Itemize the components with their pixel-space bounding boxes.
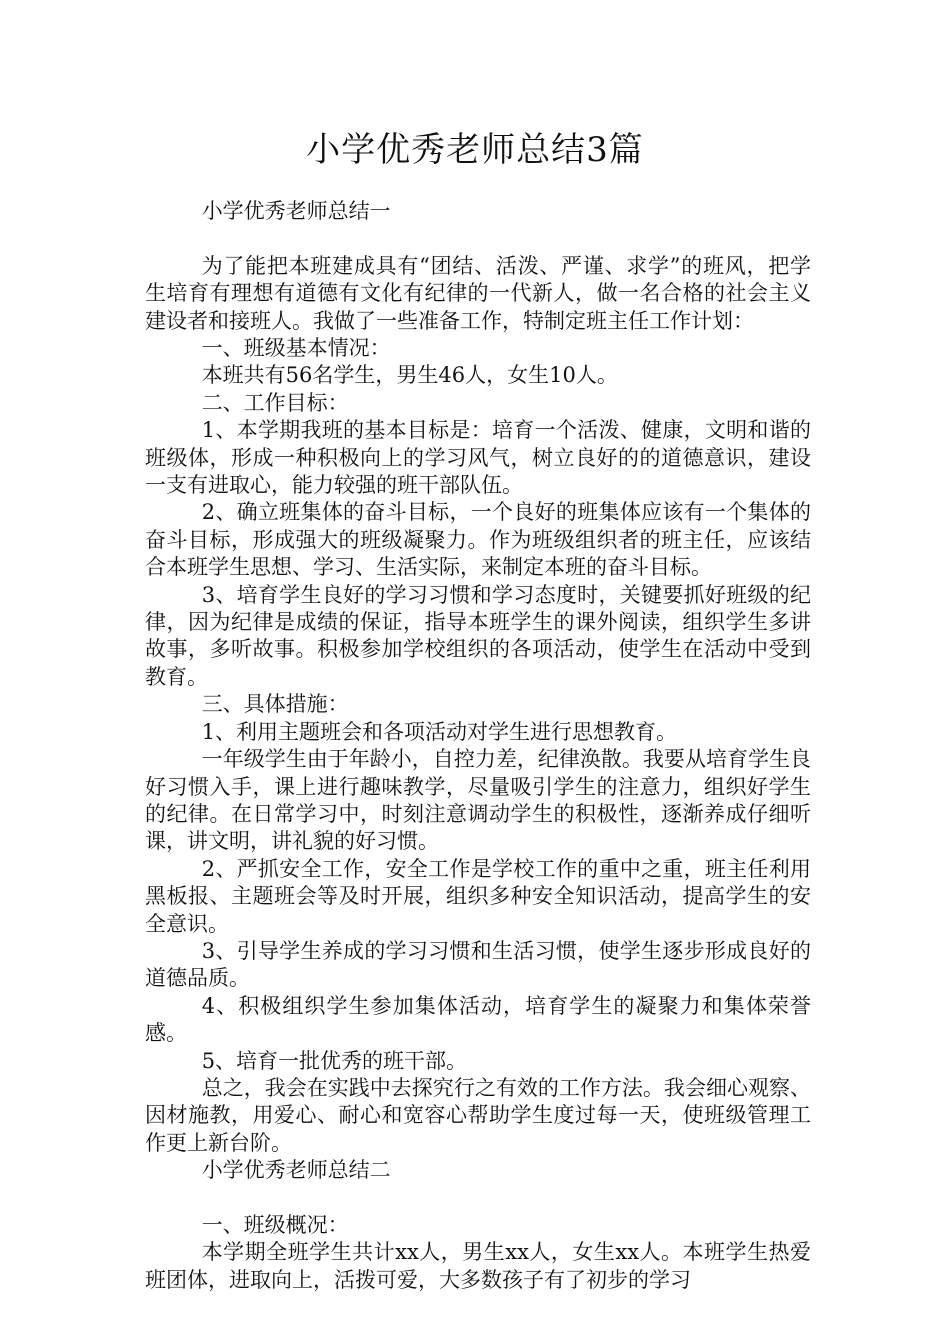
section-heading-2: 小学优秀老师总结二 (201, 1158, 391, 1183)
goal-paragraph-1: 1、本学期我班的基本目标是：培育一个活泼、健康，文明和谐的班级体，形成一种积极向上的学习风气，树立良好的的道德意识，建设一支有进取心，能力较强的班干部队伍。 (145, 418, 811, 498)
heading-work-goals: 二、工作目标： (201, 390, 349, 415)
class-size-paragraph: 本班共有56名学生，男生46人，女生10人。 (201, 363, 618, 388)
section-heading-1: 小学优秀老师总结一 (201, 199, 391, 223)
measure-paragraph-2: 2、严抓安全工作，安全工作是学校工作的重中之重，班主任利用黑板报、主题班会等及时开展，组织多种安全知识活动，提高学生的安全意识。 (145, 856, 811, 936)
measure-paragraph-4: 4、积极组织学生参加集体活动，培育学生的凝聚力和集体荣誉感。 (145, 993, 811, 1046)
class-overview-paragraph: 本学期全班学生共计xx人，男生xx人，女生xx人。本班学生热爱班团体，进取向上，活拨可爱，大多数孩子有了初步的学习 (145, 1240, 811, 1292)
conclusion-paragraph: 总之，我会在实践中去探究行之有效的工作方法。我会细心观察、因材施教，用爱心、耐心和宽容心帮助学生度过每一天，使班级管理工作更上新台阶。 (145, 1075, 811, 1155)
measure-paragraph-3: 3、引导学生养成的学习习惯和生活习惯，使学生逐步形成良好的道德品质。 (145, 938, 811, 991)
heading-measures: 三、具体措施： (201, 692, 349, 717)
heading-class-overview: 一、班级概况： (201, 1213, 349, 1237)
document-title: 小学优秀老师总结3篇 (306, 130, 644, 170)
heading-basic-situation: 一、班级基本情况： (201, 336, 391, 361)
goal-paragraph-2: 2、确立班集体的奋斗目标，一个良好的班集体应该有一个集体的奋斗目标，形成强大的班级凝聚力。作为班级组织者的班主任，应该结合本班学生思想、学习、生活实际，来制定本班的奋斗目标。 (145, 500, 811, 580)
goal-paragraph-3: 3、培育学生良好的学习习惯和学习态度时，关键要抓好班级的纪律，因为纪律是成绩的保证，指导本班学生的课外阅读，组织学生多讲故事，多听故事。积极参加学校组织的各项活动，使学生在活动中受到教育。 (145, 582, 811, 689)
intro-paragraph: 为了能把本班建成具有“团结、活泼、严谨、求学”的班风，把学生培育有理想有道德有文化有纪律的一代新人，做一名合格的社会主义建设者和接班人。我做了一些准备工作，特制定班主任工作计划： (145, 253, 811, 333)
measure-detail-paragraph: 一年级学生由于年龄小，自控力差，纪律涣散。我要从培育学生良好习惯入手，课上进行趣味教学，尽量吸引学生的注意力，组织好学生的纪律。在日常学习中，时刻注意调动学生的积极性，逐渐养成仔细听课，讲文明，讲礼貌的好习惯。 (145, 747, 811, 854)
measure-paragraph-1: 1、利用主题班会和各项活动对学生进行思想教育。 (201, 719, 678, 744)
measure-paragraph-5: 5、培育一批优秀的班干部。 (201, 1048, 468, 1073)
document-body (145, 198, 811, 1294)
